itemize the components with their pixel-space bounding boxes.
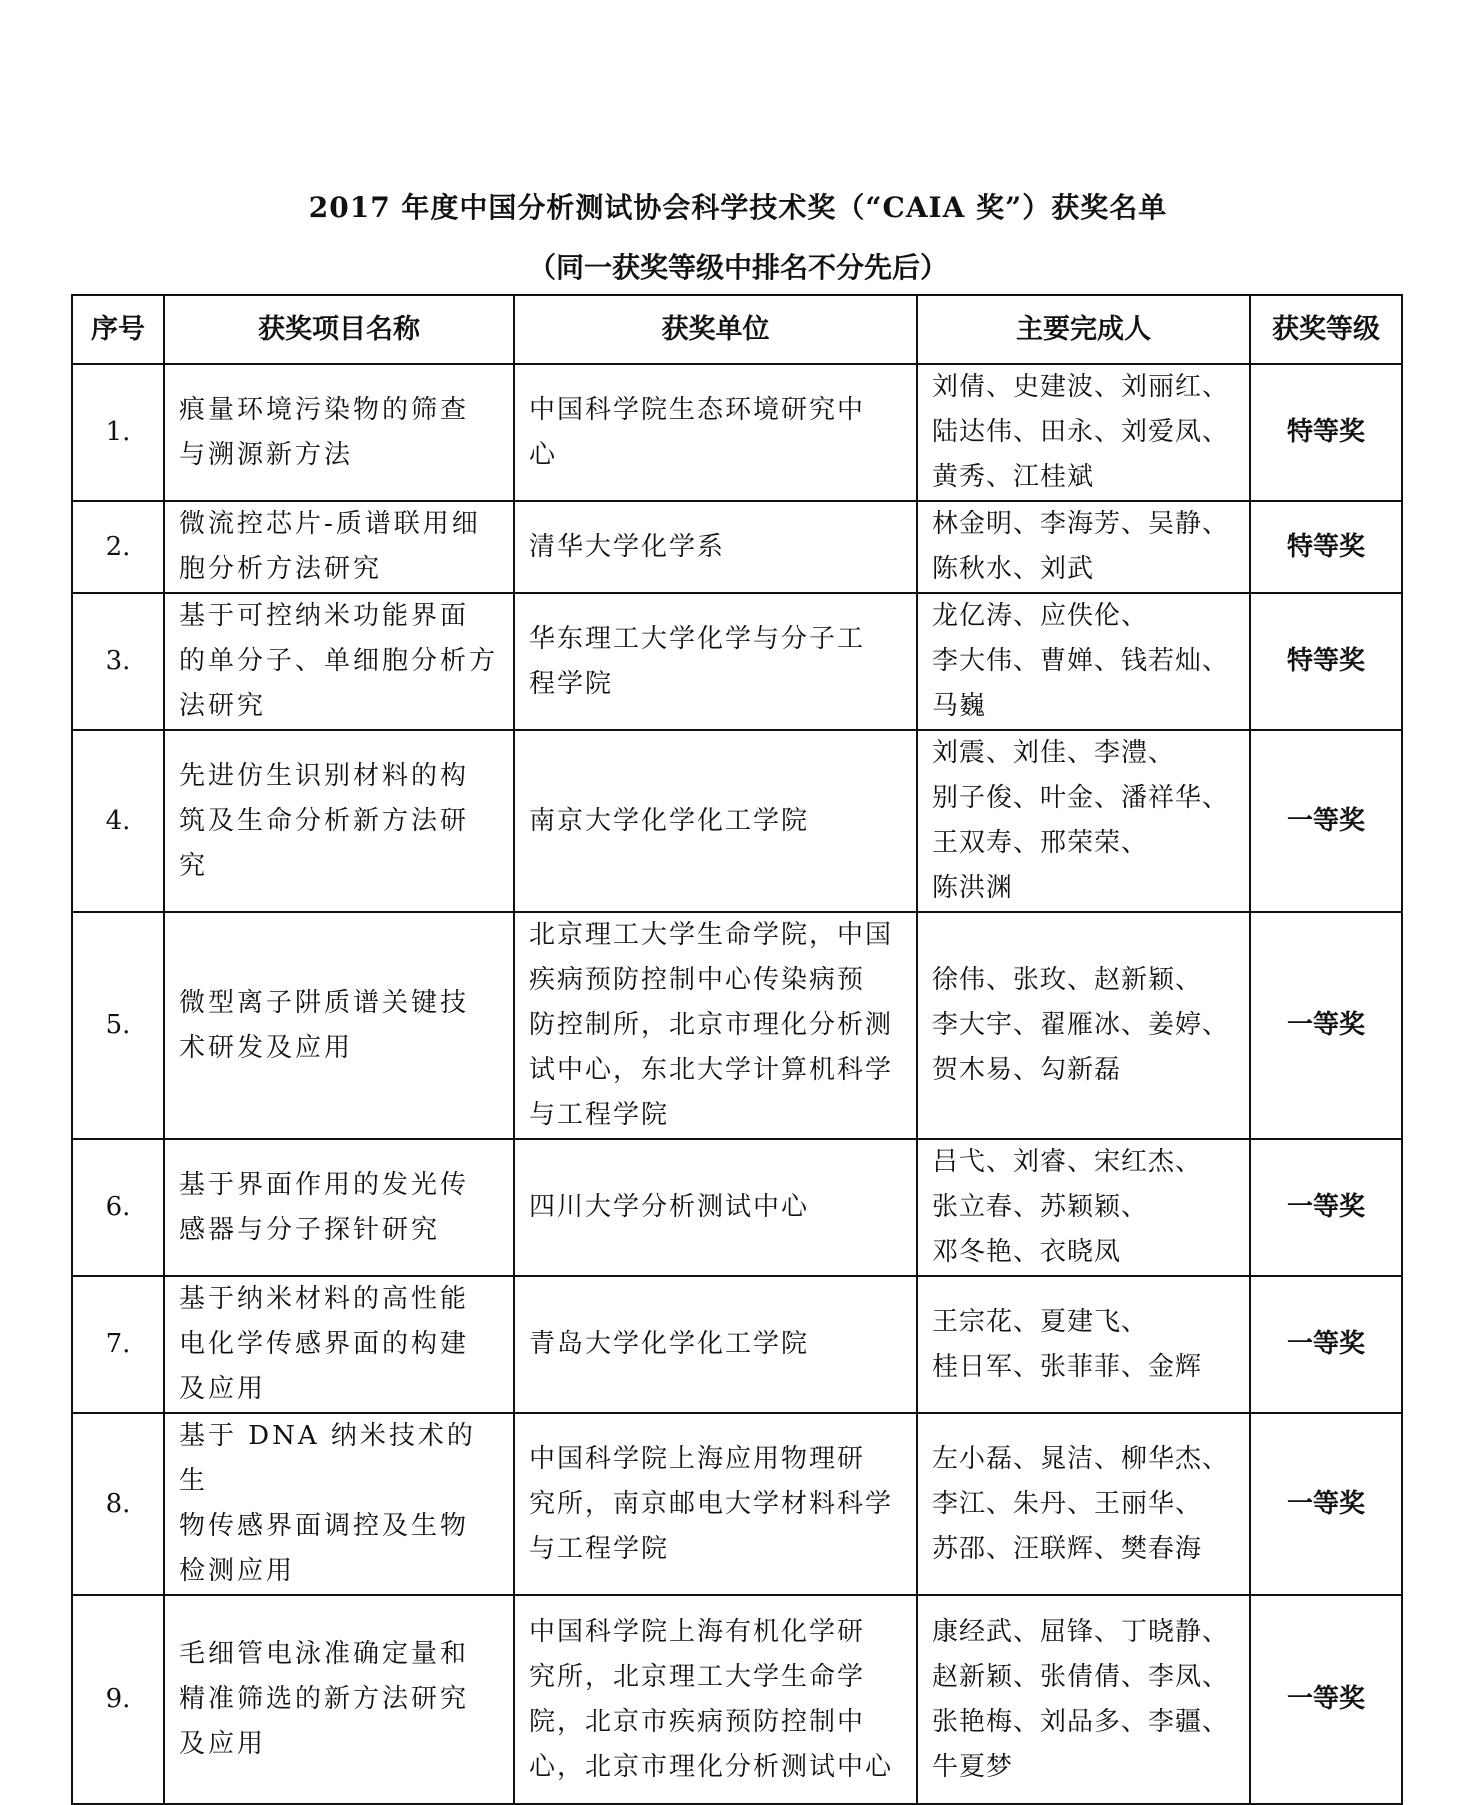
award-unit-line: 心，北京市理化分析测试中心 (529, 1751, 894, 1782)
project-name (164, 501, 514, 593)
project-name-line: 电化学传感界面的构建 (179, 1329, 470, 1359)
main-contributors-line: 别子俊、叶金、潘祥华、 (932, 783, 1230, 813)
main-contributors-line: 林金明、李海芳、吴静、 (932, 509, 1230, 539)
award-unit (514, 364, 917, 501)
project-name-line: 感器与分子探针研究 (179, 1214, 441, 1245)
main-contributors-line: 张艳梅、刘品多、李疆、 (932, 1706, 1230, 1737)
award-unit-line: 究所，南京邮电大学材料科学 (529, 1488, 894, 1519)
project-name-line: 精准筛选的新方法研究 (179, 1684, 470, 1714)
main-contributors-line: 吕弋、刘睿、宋红杰、 (932, 1147, 1203, 1177)
award-unit (514, 1276, 917, 1413)
award-grade: 特等奖 (1250, 501, 1402, 593)
project-name-line: 微流控芯片-质谱联用细 (179, 509, 481, 539)
project-name-line: 先进仿生识别材料的构 (179, 760, 470, 791)
project-name (164, 1413, 514, 1595)
main-contributors-line: 牛夏梦 (932, 1751, 1014, 1782)
main-contributors-line: 龙亿涛、应佚伦、 (932, 601, 1149, 631)
row-number: 9. (72, 1595, 164, 1804)
award-unit-line: 清华大学化学系 (529, 531, 726, 562)
award-unit-line: 中国科学院上海有机化学研 (529, 1616, 866, 1647)
main-contributors (917, 501, 1250, 593)
award-unit (514, 593, 917, 730)
award-unit (514, 1595, 917, 1804)
main-contributors (917, 1276, 1250, 1413)
main-contributors (917, 1595, 1250, 1804)
award-unit-line: 与工程学院 (529, 1533, 670, 1564)
main-contributors (917, 593, 1250, 730)
project-name-line: 法研究 (179, 691, 267, 721)
project-name-line: 与溯源新方法 (179, 439, 354, 470)
award-grade: 一等奖 (1250, 1413, 1402, 1595)
main-contributors (917, 364, 1250, 501)
main-contributors-line: 陈秋水、刘武 (932, 554, 1095, 584)
table-row (72, 364, 1402, 501)
main-contributors-line: 刘倩、史建波、刘丽红、 (932, 372, 1230, 402)
award-unit (514, 1139, 917, 1276)
award-grade: 特等奖 (1250, 364, 1402, 501)
main-contributors-line: 王宗花、夏建飞、 (932, 1306, 1149, 1337)
project-name (164, 1139, 514, 1276)
main-contributors-line: 苏邵、汪联辉、樊春海 (932, 1533, 1203, 1564)
award-unit-line: 究所，北京理工大学生命学 (529, 1661, 866, 1692)
award-unit (514, 1413, 917, 1595)
award-unit-line: 中国科学院生态环境研究中 (529, 394, 866, 425)
project-name-line: 究 (179, 850, 209, 881)
main-contributors-line: 马巍 (932, 691, 987, 721)
award-unit-line: 心 (529, 439, 558, 470)
award-unit-line: 与工程学院 (529, 1100, 670, 1130)
main-contributors-line: 徐伟、张玫、赵新颖、 (932, 965, 1203, 995)
table-row (72, 1595, 1402, 1804)
project-name-line: 基于 DNA 纳米技术的生 (179, 1421, 476, 1496)
award-unit-line: 青岛大学化学化工学院 (529, 1329, 810, 1359)
project-name (164, 1276, 514, 1413)
award-unit-line: 程学院 (529, 668, 614, 699)
project-name-line: 检测应用 (179, 1556, 296, 1586)
row-number: 8. (72, 1413, 164, 1595)
project-name-line: 术研发及应用 (179, 1032, 354, 1063)
table-row (72, 1139, 1402, 1276)
header-grade: 获奖等级 (1250, 295, 1402, 364)
row-number: 3. (72, 593, 164, 730)
project-name-line: 毛细管电泳准确定量和 (179, 1639, 470, 1669)
main-contributors-line: 刘震、刘佳、李澧、 (932, 738, 1176, 768)
main-contributors-line: 李大伟、曹婵、钱若灿、 (932, 646, 1230, 676)
award-unit-line: 北京理工大学生命学院，中国 (529, 920, 894, 950)
header-people: 主要完成人 (917, 295, 1250, 364)
row-number: 1. (72, 364, 164, 501)
main-contributors-line: 王双寿、邢荣荣、 (932, 828, 1149, 858)
award-unit-line: 华东理工大学化学与分子工 (529, 623, 866, 654)
project-name-line: 基于可控纳米功能界面 (179, 601, 470, 631)
project-name-line: 筑及生命分析新方法研 (179, 805, 470, 836)
table-row (72, 730, 1402, 912)
header-project: 获奖项目名称 (164, 295, 514, 364)
project-name-line: 及应用 (179, 1729, 267, 1759)
header-unit: 获奖单位 (514, 295, 917, 364)
award-unit-line: 疾病预防控制中心传染病预 (529, 965, 866, 995)
main-contributors-line: 黄秀、江桂斌 (932, 462, 1095, 492)
row-number: 7. (72, 1276, 164, 1413)
award-grade: 一等奖 (1250, 912, 1402, 1139)
project-name (164, 364, 514, 501)
award-grade: 特等奖 (1250, 593, 1402, 730)
header-no: 序号 (72, 295, 164, 364)
row-number: 6. (72, 1139, 164, 1276)
project-name-line: 基于纳米材料的高性能 (179, 1284, 470, 1314)
table-row (72, 501, 1402, 593)
main-contributors-line: 李江、朱丹、王丽华、 (932, 1488, 1203, 1519)
award-unit-line: 中国科学院上海应用物理研 (529, 1443, 866, 1474)
project-name (164, 593, 514, 730)
main-contributors-line: 康经武、屈锋、丁晓静、 (932, 1616, 1230, 1647)
award-unit-line: 院，北京市疾病预防控制中 (529, 1706, 866, 1737)
row-number: 2. (72, 501, 164, 593)
award-unit-line: 四川大学分析测试中心 (529, 1192, 810, 1222)
project-name-line: 基于界面作用的发光传 (179, 1169, 470, 1200)
table-row (72, 593, 1402, 730)
award-unit (514, 912, 917, 1139)
row-number: 4. (72, 730, 164, 912)
main-contributors-line: 陈洪渊 (932, 873, 1014, 903)
project-name (164, 1595, 514, 1804)
main-contributors-line: 贺木易、勾新磊 (932, 1055, 1122, 1085)
table-row (72, 912, 1402, 1139)
main-contributors (917, 1139, 1250, 1276)
project-name-line: 胞分析方法研究 (179, 554, 383, 584)
award-unit-line: 南京大学化学化工学院 (529, 805, 810, 836)
award-grade: 一等奖 (1250, 1276, 1402, 1413)
main-contributors-line: 张立春、苏颖颖、 (932, 1192, 1149, 1222)
project-name-line: 物传感界面调控及生物 (179, 1511, 470, 1541)
table-header-row (72, 295, 1402, 364)
main-contributors-line: 陆达伟、田永、刘爱凤、 (932, 417, 1230, 447)
main-contributors (917, 730, 1250, 912)
project-name-line: 微型离子阱质谱关键技 (179, 987, 470, 1018)
main-contributors (917, 912, 1250, 1139)
award-grade: 一等奖 (1250, 730, 1402, 912)
main-contributors-line: 邓冬艳、衣晓凤 (932, 1237, 1122, 1267)
award-unit-line: 试中心，东北大学计算机科学 (529, 1055, 894, 1085)
page-subtitle: （同一获奖等级中排名不分先后） (527, 251, 948, 284)
award-unit (514, 501, 917, 593)
table-row (72, 1413, 1402, 1595)
award-unit (514, 730, 917, 912)
project-name-line: 的单分子、单细胞分析方 (179, 646, 499, 676)
project-name (164, 912, 514, 1139)
project-name-line: 痕量环境污染物的筛查 (179, 394, 470, 425)
project-name (164, 730, 514, 912)
main-contributors-line: 赵新颖、张倩倩、李凤、 (932, 1661, 1230, 1692)
page-title: 2017 年度中国分析测试协会科学技术奖（“CAIA 奖”）获奖名单 (308, 191, 1168, 224)
main-contributors (917, 1413, 1250, 1595)
main-contributors-line: 桂日军、张菲菲、金辉 (932, 1351, 1203, 1382)
award-unit-line: 防控制所，北京市理化分析测 (529, 1010, 894, 1040)
award-grade: 一等奖 (1250, 1139, 1402, 1276)
table-row (72, 1276, 1402, 1413)
award-grade: 一等奖 (1250, 1595, 1402, 1804)
project-name-line: 及应用 (179, 1374, 267, 1404)
award-table (71, 294, 1403, 1805)
main-contributors-line: 李大宇、翟雁冰、姜婷、 (932, 1010, 1230, 1040)
main-contributors-line: 左小磊、晁洁、柳华杰、 (932, 1443, 1230, 1474)
row-number: 5. (72, 912, 164, 1139)
